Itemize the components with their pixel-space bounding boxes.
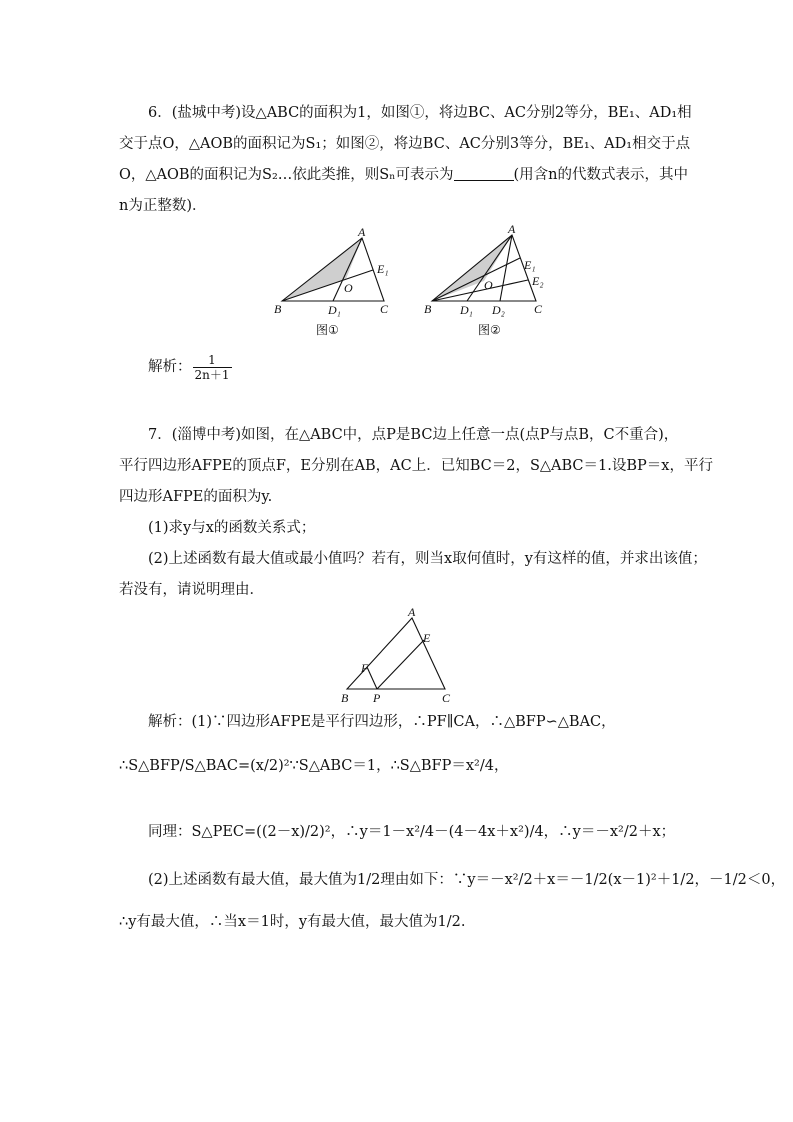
caption-fig1: 图① — [316, 323, 339, 337]
q7-solution-2: ∴S△BFP/S△BAC=(x/2)²∵S△ABC＝1，∴S△BFP＝x²/4， — [119, 758, 509, 774]
figure-2 — [420, 225, 560, 343]
label-a-2: A — [508, 225, 516, 236]
label-e1-2: E₁ — [524, 258, 536, 272]
caption-fig2: 图② — [478, 323, 501, 337]
label-a-3: A — [408, 606, 416, 619]
q7-part-2a: (2)上述函数有最大值或最小值吗？若有，则当x取何值时，y有这样的值，并求出该值； — [148, 551, 707, 567]
q6-line-2: 交于点O，△AOB的面积记为S₁；如图②，将边BC、AC分别3等分，BE₁、AD₁相交于点 — [119, 136, 691, 152]
q7-line-3: 四边形AFPE的面积为y. — [119, 489, 273, 505]
label-e-3: E — [423, 631, 431, 645]
label-a: A — [358, 225, 366, 239]
label-p-3: P — [373, 691, 381, 705]
label-o-2: O — [484, 278, 493, 292]
segment-pf — [367, 667, 377, 689]
label-b: B — [274, 302, 282, 316]
q6-line-3 — [119, 165, 688, 185]
answer-numerator: 1 — [193, 353, 232, 368]
q7-solution-1: 解析：(1)∵四边形AFPE是平行四边形，∴PF∥CA，∴△BFP∽△BAC， — [148, 714, 616, 730]
label-b-2: B — [424, 302, 432, 316]
q6-line-4: n为正整数)． — [119, 198, 207, 214]
q7-solution-3: 同理：S△PEC=((2－x)/2)²，∴y＝1－x²/4－(4－4x＋x²)/4，∴y＝－x²/2＋x； — [148, 824, 676, 840]
figure-3 — [335, 606, 465, 706]
answer-label: 解析： — [148, 359, 192, 375]
label-c: C — [380, 302, 389, 316]
answer-blank — [454, 166, 514, 181]
label-f-3: F — [361, 661, 369, 675]
label-b-3: B — [341, 691, 349, 705]
label-d1-2: D₁ — [460, 303, 473, 317]
answer-fraction — [193, 353, 232, 382]
answer-denominator: 2n＋1 — [194, 367, 230, 382]
label-d2: D₂ — [492, 303, 505, 317]
label-c-3: C — [442, 691, 451, 705]
q7-line-2: 平行四边形AFPE的顶点F，E分别在AB，AC上．已知BC＝2，S△ABC＝1.设BP＝x，平行 — [119, 458, 713, 474]
label-e1: E₁ — [377, 262, 389, 276]
label-c-2: C — [534, 302, 543, 316]
triangle-abc-3 — [347, 618, 445, 689]
q6-answer — [148, 350, 233, 384]
q7-part-1: (1)求y与x的函数关系式； — [148, 520, 316, 536]
label-o: O — [344, 281, 353, 295]
q6-line-3-text: O，△AOB的面积记为S₂…依此类推，则Sₙ可表示为 — [119, 167, 454, 183]
q7-solution-5: ∴y有最大值，∴当x＝1时，y有最大值，最大值为1/2. — [119, 914, 466, 930]
figure-1 — [268, 225, 408, 343]
q6-line-3-text-b: (用含n的代数式表示，其中 — [513, 167, 689, 183]
q7-solution-4: (2)上述函数有最大值，最大值为1/2理由如下：∵y＝－x²/2＋x＝－1/2(x－1)²＋1/2，－1/2＜0， — [148, 872, 786, 888]
q6-line-1: 6．(盐城中考)设△ABC的面积为1，如图①，将边BC、AC分别2等分，BE₁、AD₁相 — [148, 105, 692, 121]
label-e2: E₂ — [532, 274, 544, 288]
segment-pe — [377, 640, 424, 689]
q7-part-2b: 若没有，请说明理由． — [119, 582, 264, 598]
label-d1: D₁ — [328, 303, 341, 317]
q7-line-1: 7．(淄博中考)如图，在△ABC中，点P是BC边上任意一点(点P与点B，C不重合)， — [148, 427, 679, 443]
